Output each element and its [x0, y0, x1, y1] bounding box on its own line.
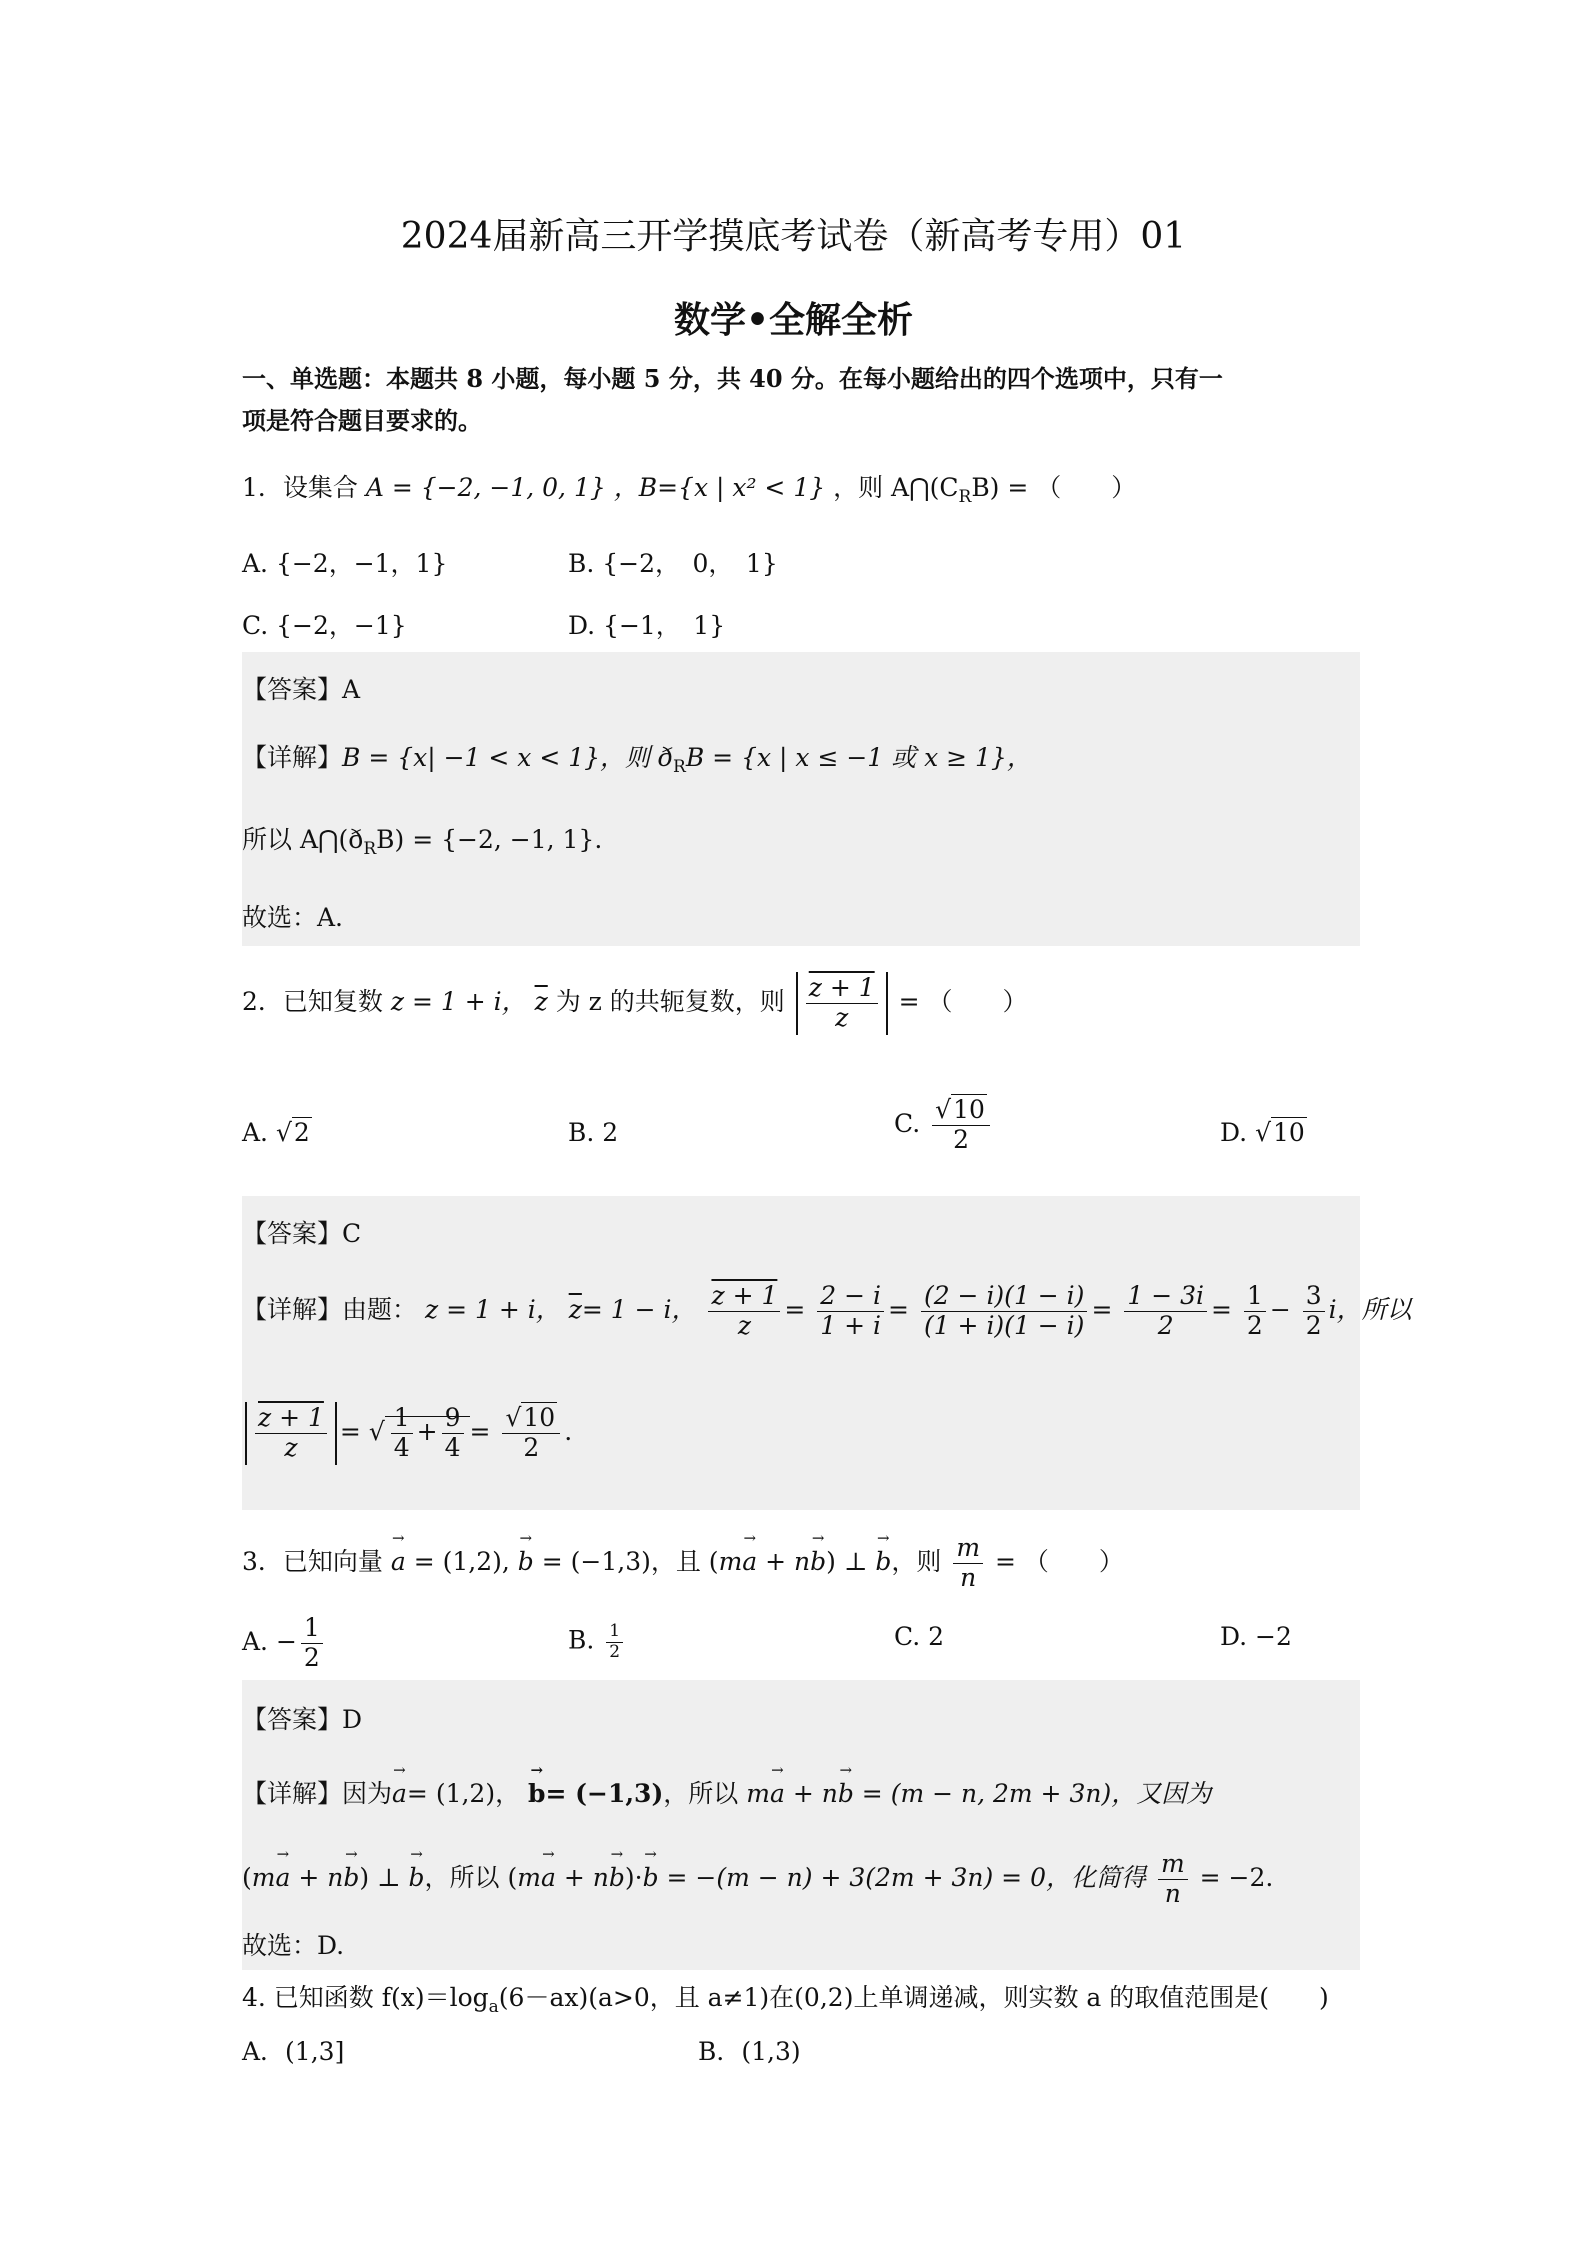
q3-vec-a-value: = (1,2), — [413, 1546, 510, 1576]
q2-detail-frac-5: $\frac{1}{2}$ — [1244, 1282, 1266, 1341]
q1-detail-1-end: B = {x | x ≤ −1 或 x ≥ 1}， — [685, 743, 1032, 772]
q4-option-b: B．(1,3) — [698, 2037, 801, 2066]
q2-frac-den: z — [835, 1002, 849, 1032]
q1-number: 1．设集合 — [242, 473, 358, 502]
q3-conclusion: 故选：D. — [242, 1931, 345, 1960]
q1-ask-sub: R — [958, 487, 972, 507]
q2-frac-num: z + 1 — [806, 974, 878, 1004]
q1-option-d: D. {−1， 1} — [568, 611, 726, 640]
document-subtitle: 数学•全解全析 — [673, 299, 913, 341]
q2-abs — [796, 972, 888, 1035]
q1-answer: 【答案】A — [242, 675, 361, 704]
q1-detail-1-sub: R — [673, 757, 686, 777]
q2-answer-box — [242, 1196, 1412, 1510]
q3-detail-line-2: (m→ a + n→ b) ⊥ → b，所以 (m→ a + n→ b)·→ b = −(m − n) + 3(2m + 3n) = 0，化简得 $\frac{m}{n}$ = −2. — [242, 1850, 1273, 1909]
q2-detail-result: $\frac{√10}{2}$ — [502, 1404, 560, 1463]
q2-zbar: $\overline{z}$ — [534, 986, 548, 1016]
vector-b: → b — [875, 1547, 891, 1576]
section-heading-line-1: 一、单选题：本题共 8 小题，每小题 5 分，共 40 分。在每小题给出的四个选项中，只有一 — [242, 364, 1223, 393]
q2-detail-tail: i，所以 — [1328, 1294, 1412, 1324]
q2-option-c-num — [932, 1096, 990, 1126]
q2-detail-frac-6: $\frac{3}{2}$ — [1303, 1282, 1325, 1341]
q1-set-a: A = {−2, −1, 0, 1} — [365, 473, 606, 502]
question-1 — [242, 468, 1136, 507]
q1-detail-label: 【详解】 — [242, 743, 343, 772]
q2-detail-abs: $\frac{z + 1}{z}$ — [245, 1402, 337, 1465]
q2-detail-label: 【详解】由题： — [242, 1294, 418, 1324]
q2-option-a — [242, 1118, 312, 1147]
q2-detail-frac-4: $\frac{1 - 3i}{2}$ — [1124, 1282, 1207, 1341]
vector-b: → b — [518, 1547, 534, 1576]
q3-frac: $\frac{m}{n}$ — [953, 1534, 983, 1593]
q3-option-a: A. − $\frac{1}{2}$ — [242, 1614, 327, 1673]
q2-detail-zbar-end: = 1 − i， — [581, 1294, 697, 1324]
q1-set-b: ，B={x | x² < 1} — [613, 473, 826, 502]
q2-detail-frac-1: $\frac{z + 1}{z}$ — [708, 1282, 780, 1341]
q3-option-c: C. 2 — [894, 1622, 945, 1651]
q2-text: 为 z 的共轭复数，则 — [555, 986, 785, 1016]
q3-answer-box — [242, 1680, 1360, 1970]
q2-option-a-label: A. — [242, 1118, 269, 1147]
q2-option-d-label: D. — [1220, 1118, 1248, 1147]
q2-option-c — [894, 1096, 994, 1155]
q3-ask-end: = （ ） — [994, 1546, 1124, 1576]
q1-option-b: B. {−2， 0， 1} — [568, 549, 778, 578]
sqrt-icon: √ $\frac{1}{4}$ + $\frac{9}{4}$ — [369, 1404, 470, 1463]
q3-option-b: B. $\frac{1}{2}$ — [568, 1622, 627, 1662]
section-heading-line-2: 项是符合题目要求的。 — [242, 406, 482, 435]
vector-a: → a — [391, 1547, 406, 1576]
sqrt-icon: √2 — [275, 1118, 310, 1147]
q2-detail-line-1: 【详解】由题： z = 1 + i， $\overline{z}= 1 - i$， $\frac{z + 1}{z}$ = $\frac{2 - i}{1 + i}$ = $\frac{(2 - i)(1 - i)}{(1 + i)(1 - i)}$ = $\frac{1 - 3i}{2}$ = $\frac{1}{2}$ − $\frac{3}{2}$ i，所以 — [242, 1281, 1412, 1340]
q3-number: 3．已知向量 — [242, 1546, 383, 1576]
q1-ask: ，则 A⋂(C — [833, 473, 959, 502]
q2-option-d — [1220, 1118, 1307, 1147]
q2-fraction — [806, 974, 878, 1033]
q2-detail-z: z = 1 + i， — [424, 1294, 561, 1324]
q2-option-c-fraction — [932, 1096, 990, 1155]
q1-detail-1: B = {x| −1 < x < 1}，则 ð — [342, 743, 674, 772]
question-3: 3．已知向量 → a = (1,2), → b = (−1,3)，且 (m→ a + n→ b) ⊥ → b，则 $\frac{m}{n}$ = （ ） — [242, 1534, 1124, 1593]
q2-detail-zbar: $\overline{z}$ — [568, 1294, 582, 1324]
q4-option-a: A．(1,3] — [242, 2037, 345, 2066]
q2-option-d-value: 10 — [1273, 1118, 1305, 1147]
q2-option-a-value: 2 — [293, 1118, 310, 1147]
q2-detail-frac-2: $\frac{2 - i}{1 + i}$ — [817, 1282, 884, 1341]
q1-option-c: C. {−2，−1} — [242, 611, 407, 640]
document-title: 2024届新高三开学摸底考试卷（新高考专用）01 — [400, 216, 1187, 257]
q3-detail-line-1: 【详解】因为→ a= (1,2)， → b= (−1,3)，所以 m→ a + n→ b = (m − n, 2m + 3n)，又因为 — [242, 1774, 1211, 1810]
q1-detail-line-1 — [242, 738, 1032, 777]
question-2 — [242, 972, 1028, 1035]
q1-option-a: A. {−2，−1，1} — [242, 549, 448, 578]
q1-conclusion: 故选：A. — [242, 903, 344, 932]
q2-option-b: B. 2 — [568, 1118, 619, 1147]
q3-perp: ⊥ — [843, 1546, 868, 1576]
vector-a: → a — [392, 1779, 407, 1808]
q2-ask-end: = （ ） — [898, 986, 1028, 1016]
q2-number: 2．已知复数 — [242, 986, 383, 1016]
q3-answer: 【答案】D — [242, 1705, 363, 1734]
q2-detail-line-2: $\frac{z + 1}{z}$ = √ $\frac{1}{4}$ + $\frac{9}{4}$ = $\frac{√10}{2}$ . — [242, 1402, 572, 1465]
sqrt-icon: √10 — [935, 1095, 985, 1124]
q1-detail-2: 所以 A⋂(ð — [242, 825, 364, 854]
q1-detail-2-end: B) = {−2, −1, 1}. — [376, 825, 603, 854]
q1-answer-box — [242, 652, 1360, 946]
q2-detail-frac-3: $\frac{(2 - i)(1 - i)}{(1 + i)(1 - i)}$ — [921, 1282, 1088, 1341]
q2-option-c-den: 2 — [953, 1124, 969, 1154]
q1-ask-end: B) = （ ） — [971, 473, 1137, 502]
q3-then: ，则 — [891, 1546, 942, 1576]
q1-detail-line-2 — [242, 820, 602, 859]
q2-z: z = 1 + i， — [390, 986, 527, 1016]
sqrt-icon: √10 — [1255, 1118, 1305, 1147]
question-4: 4. 已知函数 $f(x)=\log_a(6-ax)(a>0$，且 a≠1)在(0,2)上单调递减，则实数 a 的取值范围是( ) — [242, 1983, 1329, 2017]
vector-b: → b — [528, 1779, 545, 1808]
q3-option-d: D. −2 — [1220, 1622, 1292, 1651]
sqrt-icon: √10 — [505, 1403, 556, 1432]
q2-option-c-label: C. — [894, 1108, 921, 1138]
q3-vec-b-value: = (−1,3)，且 — [541, 1546, 701, 1576]
section-heading — [242, 358, 1362, 442]
q1-detail-2-sub: R — [363, 839, 377, 859]
q2-answer: 【答案】C — [242, 1219, 362, 1248]
